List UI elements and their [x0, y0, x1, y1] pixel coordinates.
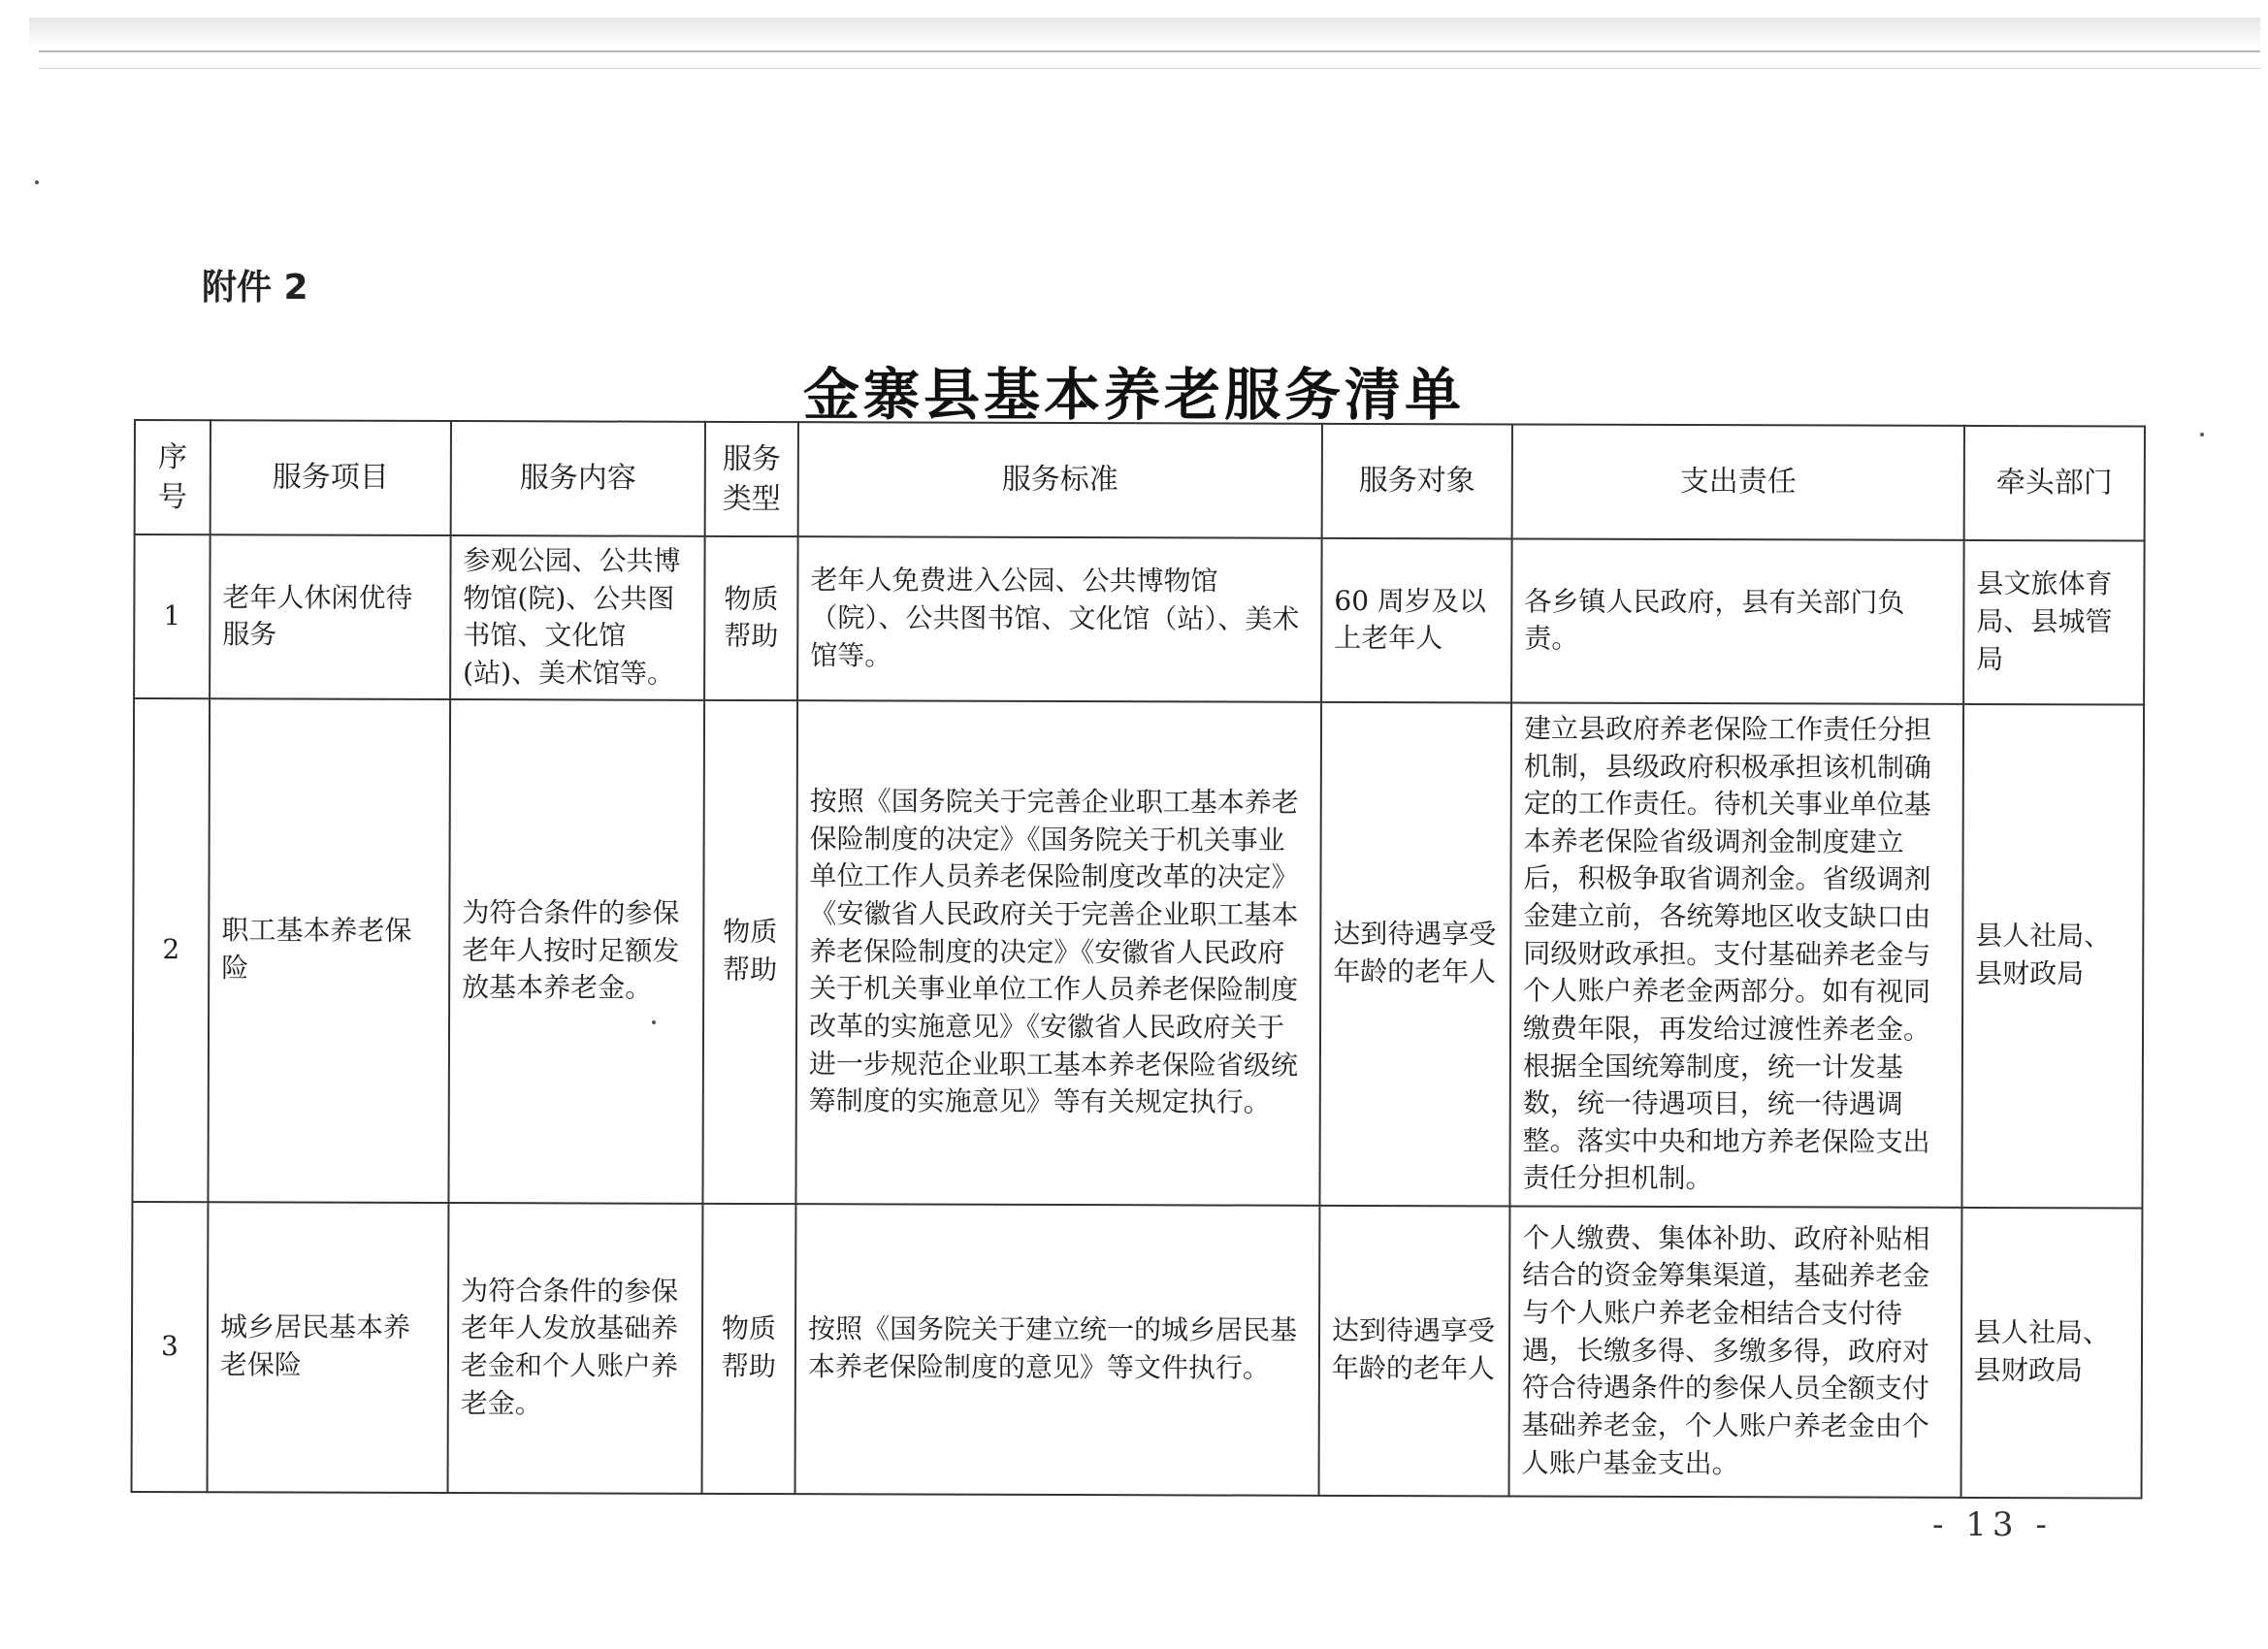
scan-speck — [2200, 433, 2204, 436]
col-header-no: 序号 — [135, 420, 211, 534]
cell-item: 职工基本养老保险 — [208, 698, 450, 1203]
table-header-row — [135, 420, 2145, 541]
cell-responsibility: 个人缴费、集体补助、政府补贴相结合的资金筹集渠道，基础养老金与个人账户养老金相结合支付待遇，长缴多得、多缴多得，政府对符合待遇条件的参保人员全额支付基础养老金，个人账户养老金由个人账户基金支出。 — [1509, 1206, 1962, 1497]
cell-dept: 县人社局、县财政局 — [1961, 1207, 2143, 1498]
cell-type: 物质帮助 — [704, 536, 798, 700]
cell-type: 物质帮助 — [702, 1203, 796, 1493]
col-header-target: 服务对象 — [1322, 424, 1512, 539]
cell-content: 参观公园、公共博物馆(院)、公共图书馆、文化馆(站)、美术馆等。 — [450, 535, 705, 699]
cell-no: 1 — [134, 534, 211, 698]
cell-standard: 按照《国务院关于完善企业职工基本养老保险制度的决定》《国务院关于机关事业单位工作人员养老保险制度改革的决定》《安徽省人民政府关于完善企业职工基本养老保险制度的决定》《安徽省人民政府关于机关事业单位工作人员养老保险制度改革的实施意见》《安徽省人民政府关于进一步规范企业职工基本养老保险省级统筹制度的实施意见》等有关规定执行。 — [795, 700, 1321, 1206]
col-header-type: 服务类型 — [705, 422, 798, 536]
col-header-content: 服务内容 — [451, 421, 705, 536]
cell-type: 物质帮助 — [702, 699, 797, 1203]
cell-standard: 按照《国务院关于建立统一的城乡居民基本养老保险制度的意见》等文件执行。 — [795, 1204, 1320, 1496]
attachment-label: 附件 2 — [202, 268, 308, 307]
col-header-dept: 牵头部门 — [1964, 426, 2145, 541]
cell-content: 为符合条件的参保老年人发放基础养老金和个人账户养老金。 — [448, 1203, 703, 1494]
cell-responsibility: 各乡镇人民政府，县有关部门负责。 — [1511, 538, 1964, 703]
scan-speck — [35, 180, 39, 184]
scan-rule-faint — [39, 68, 2260, 69]
scan-rule — [39, 50, 2260, 52]
cell-item: 城乡居民基本养老保险 — [208, 1202, 449, 1493]
table-row — [134, 534, 2145, 704]
cell-content: 为符合条件的参保老年人按时足额发放基本养老金。 — [448, 699, 704, 1204]
cell-no: 3 — [132, 1201, 209, 1491]
cell-item: 老年人休闲优待服务 — [210, 534, 451, 698]
table-row — [132, 1201, 2143, 1498]
col-header-standard: 服务标准 — [798, 422, 1322, 538]
cell-target: 达到待遇享受年龄的老年人 — [1319, 701, 1511, 1206]
page-number: - 13 - — [1932, 1505, 2053, 1544]
cell-dept: 县文旅体育局、县城管局 — [1963, 540, 2145, 704]
cell-target: 达到待遇享受年龄的老年人 — [1319, 1205, 1510, 1496]
scan-shadow — [29, 17, 2260, 48]
table-row — [132, 698, 2144, 1209]
col-header-item: 服务项目 — [211, 420, 451, 535]
document-title: 金寨县基本养老服务清单 — [802, 362, 1465, 428]
cell-no: 2 — [132, 698, 210, 1202]
cell-dept: 县人社局、县财政局 — [1961, 703, 2144, 1208]
cell-responsibility: 建立县政府养老保险工作责任分担机制，县级政府积极承担该机制确定的工作责任。待机关事业单位基本养老保险省级调剂金制度建立后，积极争取省调剂金。省级调剂金建立前，各统筹地区收支缺口由同级财政承担。支付基础养老金与个人账户养老金两部分。如有视同缴费年限，再发给过渡性养老金。根据全国统筹制度，统一计发基数，统一待遇项目，统一待遇调整。落实中央和地方养老保险支出责任分担机制。 — [1509, 702, 1963, 1207]
cell-target: 60 周岁及以上老年人 — [1321, 538, 1512, 702]
col-header-responsibility: 支出责任 — [1512, 424, 1964, 539]
cell-standard: 老年人免费进入公园、公共博物馆（院）、公共图书馆、文化馆（站）、美术馆等。 — [797, 536, 1322, 701]
service-list-table — [131, 419, 2146, 1499]
